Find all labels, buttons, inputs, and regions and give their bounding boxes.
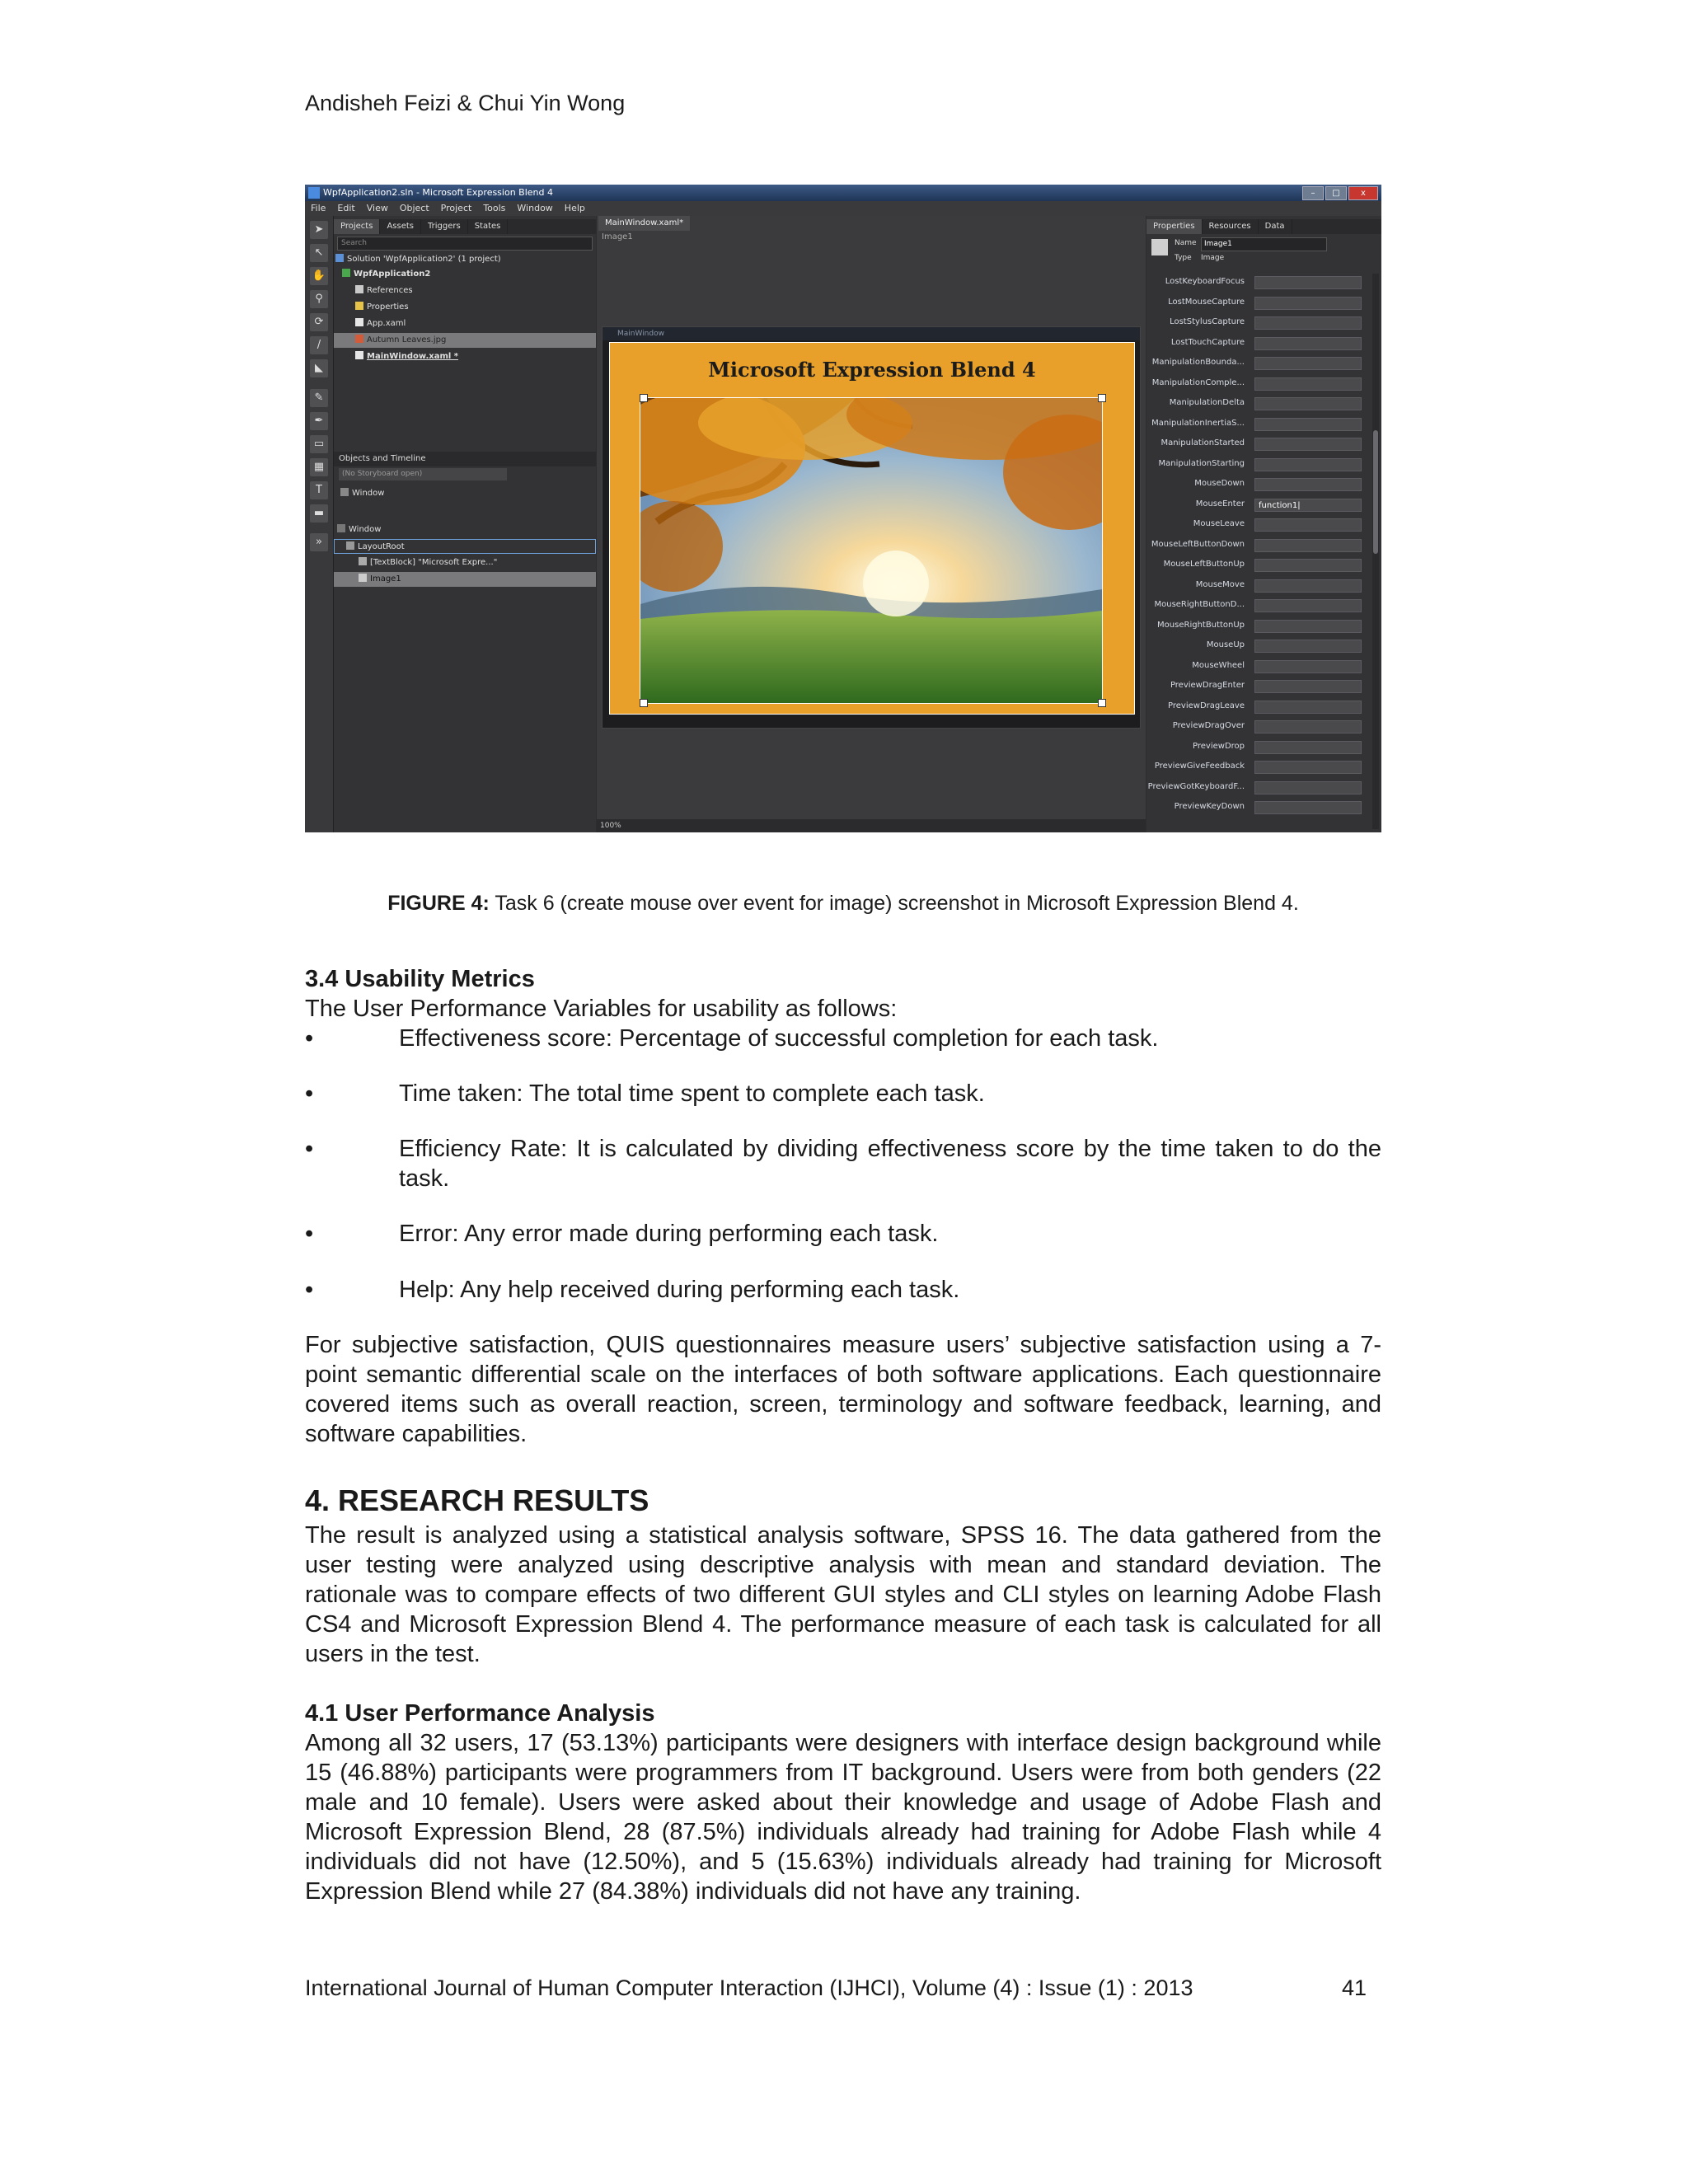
menu-help[interactable]: Help bbox=[564, 203, 585, 213]
event-name: ManipulationStarted bbox=[1160, 438, 1245, 448]
figure-label: FIGURE 4: bbox=[387, 892, 490, 915]
event-handler-input[interactable] bbox=[1254, 599, 1362, 612]
tree-item-mainwindow[interactable]: MainWindow.xaml * bbox=[334, 349, 596, 364]
running-head: Andisheh Feizi & Chui Yin Wong bbox=[305, 91, 626, 115]
event-row bbox=[1146, 677, 1368, 698]
event-row bbox=[1146, 476, 1368, 496]
solution-icon bbox=[335, 254, 344, 262]
bullet-dot: • bbox=[305, 1277, 314, 1303]
grid-tool-icon[interactable]: ▦ bbox=[310, 458, 328, 476]
wpf-heading[interactable]: Microsoft Expression Blend 4 bbox=[708, 358, 1036, 382]
pan-tool-icon[interactable]: ✋ bbox=[310, 267, 328, 285]
event-name: MouseLeftButtonUp bbox=[1163, 560, 1245, 569]
menu-project[interactable]: Project bbox=[440, 203, 472, 213]
event-handler-input[interactable] bbox=[1254, 438, 1362, 451]
properties-panel bbox=[1146, 216, 1381, 832]
bullet-text: Help: Any help received during performing each task. bbox=[399, 1277, 960, 1303]
event-row bbox=[1146, 335, 1368, 355]
textblock-object-icon bbox=[359, 557, 367, 565]
app-window-title: WpfApplication2.sln - Microsoft Expression Blend 4 bbox=[323, 187, 553, 198]
xaml-file-icon bbox=[355, 318, 363, 326]
right-tab-row bbox=[1146, 219, 1381, 234]
design-window-title: MainWindow bbox=[603, 327, 1140, 340]
event-row bbox=[1146, 435, 1368, 456]
menu-file[interactable]: File bbox=[311, 203, 326, 213]
event-handler-input[interactable] bbox=[1254, 680, 1362, 693]
tab-states[interactable]: States bbox=[468, 219, 509, 234]
event-handler-input[interactable]: function1| bbox=[1254, 499, 1362, 512]
section-3-4-intro: The User Performance Variables for usability as follows: bbox=[305, 996, 898, 1022]
camera-orbit-tool-icon[interactable]: ⟳ bbox=[310, 313, 328, 331]
left-tab-row bbox=[334, 219, 596, 234]
tools-strip bbox=[305, 216, 334, 832]
pen-tool-icon[interactable]: ✒ bbox=[310, 412, 328, 430]
close-icon[interactable]: x bbox=[1348, 186, 1378, 200]
bullet-dot: • bbox=[305, 1136, 314, 1162]
direct-select-tool-icon[interactable]: ↖ bbox=[310, 244, 328, 262]
textblock-tool-icon[interactable]: T bbox=[310, 481, 328, 499]
event-handler-input[interactable] bbox=[1254, 418, 1362, 431]
zoom-tool-icon[interactable]: ⚲ bbox=[310, 290, 328, 308]
section-4-1 bbox=[305, 1699, 1381, 1906]
bullet-text: Error: Any error made during performing each task. bbox=[399, 1221, 939, 1247]
event-row bbox=[1146, 738, 1368, 759]
event-handler-input[interactable] bbox=[1254, 478, 1362, 491]
user-performance-paragraph: Among all 32 users, 17 (53.13%) participants were designers with interface design background while 15 (46.88%) participants were programmers from IT background. Users were from both genders (22 male and 10 female). Users were asked about their knowledge and usage of Adobe Flash and Microsoft Expression Blend, 28 (87.5%) individuals already had training for Adobe Flash while 4 individuals did not have (12.50%), and 5 (15.63%) individuals already had training for Microsoft Expression Blend while 27 (84.38%) individuals did not have any training. bbox=[305, 1730, 1381, 1905]
resize-handle-bl[interactable] bbox=[640, 699, 648, 707]
event-row bbox=[1146, 577, 1368, 598]
event-row bbox=[1146, 456, 1368, 476]
menu-tools[interactable]: Tools bbox=[483, 203, 506, 213]
event-row bbox=[1146, 274, 1368, 294]
event-row bbox=[1146, 698, 1368, 719]
menu-view[interactable]: View bbox=[366, 203, 388, 213]
page-number: 41 bbox=[1342, 1975, 1367, 2000]
project-icon bbox=[342, 269, 350, 277]
event-handler-input[interactable] bbox=[1254, 720, 1362, 733]
event-name: PreviewDragEnter bbox=[1170, 681, 1245, 690]
eyedropper-tool-icon[interactable]: / bbox=[310, 336, 328, 354]
projects-panel bbox=[334, 216, 596, 832]
tree-item-properties[interactable]: Properties bbox=[334, 300, 596, 315]
event-handler-input[interactable] bbox=[1254, 337, 1362, 350]
event-handler-input[interactable] bbox=[1254, 377, 1362, 391]
breadcrumb: Image1 bbox=[602, 232, 633, 241]
event-handler-input[interactable] bbox=[1254, 559, 1362, 572]
results-paragraph: The result is analyzed using a statistical analysis software, SPSS 16. The data gathered from the user testing were analyzed using descriptive analysis with mean and standard deviation. The rationale was to compare effects of two different GUI styles and CLI styles on learning Adobe Flash CS4 and Microsoft Expression Blend 4. The performance measure of each task is calculated for all users in the test. bbox=[305, 1522, 1381, 1667]
menu-window[interactable]: Window bbox=[517, 203, 553, 213]
properties-scrollbar[interactable] bbox=[1372, 274, 1379, 829]
event-name: MouseLeftButtonDown bbox=[1151, 539, 1245, 549]
event-name: ManipulationComple... bbox=[1151, 377, 1245, 387]
layout-root-panel[interactable] bbox=[609, 342, 1135, 715]
event-row bbox=[1146, 516, 1368, 537]
event-name: PreviewGiveFeedback bbox=[1154, 762, 1245, 771]
document-tab[interactable]: MainWindow.xaml* bbox=[598, 216, 690, 231]
control-tool-icon[interactable]: ▬ bbox=[310, 504, 328, 523]
selection-tool-icon[interactable]: ➤ bbox=[310, 221, 328, 239]
event-name: MouseEnter bbox=[1195, 499, 1245, 509]
design-window bbox=[602, 326, 1141, 729]
image-file-icon bbox=[355, 335, 363, 343]
event-handler-input[interactable] bbox=[1254, 458, 1362, 471]
event-row bbox=[1146, 779, 1368, 799]
tree-item-app-xaml[interactable]: App.xaml bbox=[334, 316, 596, 331]
type-label: Type bbox=[1175, 254, 1192, 262]
event-handler-input[interactable] bbox=[1254, 761, 1362, 774]
event-name: PreviewKeyDown bbox=[1174, 802, 1245, 811]
resize-handle-br[interactable] bbox=[1098, 699, 1106, 707]
event-row bbox=[1146, 718, 1368, 738]
event-row bbox=[1146, 658, 1368, 678]
zoom-level[interactable]: 100% bbox=[600, 822, 621, 830]
storyboard-dropdown[interactable]: (No Storyboard open) bbox=[339, 468, 507, 480]
minimize-icon[interactable]: – bbox=[1302, 186, 1324, 200]
event-name: MouseWheel bbox=[1192, 660, 1245, 670]
event-name: PreviewDragLeave bbox=[1168, 701, 1245, 710]
tree-item-references[interactable]: References bbox=[334, 284, 596, 298]
event-row bbox=[1146, 799, 1368, 819]
tree-item-autumn-leaves[interactable]: Autumn Leaves.jpg bbox=[334, 333, 596, 348]
grid-object-icon bbox=[346, 541, 354, 550]
event-handler-input[interactable] bbox=[1254, 701, 1362, 714]
bullet-text: Effectiveness score: Percentage of successful completion for each task. bbox=[399, 1025, 1159, 1052]
app-menu-bar bbox=[305, 201, 1381, 216]
event-handler-input[interactable] bbox=[1254, 397, 1362, 410]
event-row bbox=[1146, 415, 1368, 436]
name-input[interactable]: Image1 bbox=[1201, 237, 1327, 251]
name-label: Name bbox=[1175, 239, 1197, 247]
scope-up-icon bbox=[340, 488, 349, 496]
object-textblock[interactable]: [TextBlock] "Microsoft Expre..." bbox=[334, 555, 596, 570]
event-handler-input[interactable] bbox=[1254, 579, 1362, 593]
autumn-tree-illustration bbox=[640, 398, 1102, 703]
event-name: PreviewDragOver bbox=[1172, 721, 1245, 730]
event-handler-input[interactable] bbox=[1254, 660, 1362, 673]
event-row bbox=[1146, 496, 1368, 517]
event-row bbox=[1146, 395, 1368, 415]
event-handler-input[interactable] bbox=[1254, 781, 1362, 794]
artboard bbox=[597, 216, 1146, 832]
tree-item-solution[interactable]: Solution 'WpfApplication2' (1 project) bbox=[334, 252, 596, 267]
object-window[interactable]: Window bbox=[334, 523, 596, 537]
bullet-dot: • bbox=[305, 1221, 314, 1247]
window-object-icon bbox=[337, 524, 345, 532]
tab-properties[interactable]: Properties bbox=[1146, 219, 1203, 234]
section-3-4 bbox=[305, 964, 1381, 1024]
event-handler-input[interactable] bbox=[1254, 316, 1362, 330]
scope-window[interactable]: Window bbox=[334, 486, 596, 501]
event-row bbox=[1146, 758, 1368, 779]
event-name: MouseRightButtonD... bbox=[1154, 600, 1245, 609]
event-name: PreviewDrop bbox=[1193, 741, 1245, 751]
references-icon bbox=[355, 285, 363, 293]
event-row bbox=[1146, 637, 1368, 658]
event-row bbox=[1146, 537, 1368, 557]
event-handler-input[interactable] bbox=[1254, 801, 1362, 814]
bullet-text: Efficiency Rate: It is calculated by dividing effectiveness score by the time taken to do the task. bbox=[399, 1136, 1381, 1192]
event-name: ManipulationInertiaS... bbox=[1151, 418, 1245, 428]
event-name: PreviewGotKeyboardF... bbox=[1147, 781, 1245, 791]
object-layoutroot[interactable]: LayoutRoot bbox=[334, 539, 596, 554]
event-name: ManipulationBounda... bbox=[1151, 358, 1245, 367]
brush-tool-icon[interactable]: ✎ bbox=[310, 389, 328, 407]
objects-timeline-header: Objects and Timeline bbox=[334, 452, 596, 466]
paint-bucket-tool-icon[interactable]: ◣ bbox=[310, 359, 328, 377]
menu-edit[interactable]: Edit bbox=[337, 203, 355, 213]
event-name: MouseMove bbox=[1195, 579, 1245, 589]
event-row bbox=[1146, 375, 1368, 396]
event-name: LostStylusCapture bbox=[1170, 317, 1245, 326]
menu-object[interactable]: Object bbox=[399, 203, 429, 213]
event-handler-input[interactable] bbox=[1254, 539, 1362, 552]
event-handler-input[interactable] bbox=[1254, 640, 1362, 653]
type-value: Image bbox=[1201, 254, 1225, 262]
event-name: LostKeyboardFocus bbox=[1165, 277, 1245, 286]
xaml-file-icon bbox=[355, 351, 363, 359]
event-name: MouseUp bbox=[1206, 640, 1245, 649]
section-heading-4: 4. RESEARCH RESULTS bbox=[305, 1483, 649, 1517]
event-name: LostMouseCapture bbox=[1168, 297, 1245, 307]
rectangle-tool-icon[interactable]: ▭ bbox=[310, 435, 328, 453]
artboard-zoom-bar bbox=[597, 819, 1146, 832]
tab-assets[interactable]: Assets bbox=[380, 219, 421, 234]
section-heading-3-4: 3.4 Usability Metrics bbox=[305, 966, 535, 992]
bullet-dot: • bbox=[305, 1080, 314, 1107]
autumn-leaves-image[interactable] bbox=[640, 397, 1103, 704]
event-row bbox=[1146, 294, 1368, 315]
object-image1[interactable]: Image1 bbox=[334, 572, 596, 587]
tab-triggers[interactable]: Triggers bbox=[421, 219, 468, 234]
event-name: MouseLeave bbox=[1193, 519, 1245, 528]
tab-data[interactable]: Data bbox=[1259, 219, 1292, 234]
event-row bbox=[1146, 597, 1368, 617]
tree-item-project[interactable]: WpfApplication2 bbox=[334, 267, 596, 282]
satisfaction-paragraph: For subjective satisfaction, QUIS questionnaires measure users’ subjective satisfaction using a 7-point semantic differential scale on the interfaces of both software applications. Each questionnaire covered items such as overall reaction, screen, terminology and software feedback, learning, and software capabilities. bbox=[305, 1332, 1381, 1447]
event-row bbox=[1146, 617, 1368, 638]
expression-blend-screenshot bbox=[305, 185, 1381, 832]
event-name: MouseRightButtonUp bbox=[1157, 620, 1245, 630]
event-handler-input[interactable] bbox=[1254, 276, 1362, 289]
tab-resources[interactable]: Resources bbox=[1203, 219, 1259, 234]
figure-caption bbox=[305, 892, 1381, 916]
event-handler-input[interactable] bbox=[1254, 741, 1362, 754]
bullet-dot: • bbox=[305, 1025, 314, 1052]
event-row bbox=[1146, 354, 1368, 375]
image-thumbnail-icon bbox=[1151, 239, 1168, 255]
figure-caption-text: Task 6 (create mouse over event for image) screenshot in Microsoft Expression Blend 4. bbox=[489, 892, 1299, 915]
resize-handle-tl[interactable] bbox=[640, 394, 648, 402]
event-row bbox=[1146, 314, 1368, 335]
bullet-text: Time taken: The total time spent to complete each task. bbox=[399, 1080, 985, 1107]
image-object-icon bbox=[359, 574, 367, 582]
scrollbar-thumb[interactable] bbox=[1373, 430, 1378, 554]
project-search-input[interactable]: Search bbox=[337, 237, 593, 251]
event-name: ManipulationStarting bbox=[1158, 458, 1245, 468]
event-handler-input[interactable] bbox=[1254, 297, 1362, 310]
tab-projects[interactable]: Projects bbox=[334, 219, 380, 234]
section-heading-4-1: 4.1 User Performance Analysis bbox=[305, 1700, 655, 1727]
event-name: MouseDown bbox=[1194, 479, 1245, 488]
event-name: LostTouchCapture bbox=[1170, 337, 1245, 347]
event-handler-input[interactable] bbox=[1254, 518, 1362, 532]
blend-app-icon bbox=[308, 187, 320, 199]
maximize-icon[interactable]: □ bbox=[1325, 186, 1347, 200]
event-handler-input[interactable] bbox=[1254, 620, 1362, 633]
event-name: ManipulationDelta bbox=[1169, 398, 1245, 407]
resize-handle-tr[interactable] bbox=[1098, 394, 1106, 402]
event-handler-input[interactable] bbox=[1254, 357, 1362, 370]
journal-footer: International Journal of Human Computer Interaction (IJHCI), Volume (4) : Issue (1) : 2013 bbox=[305, 1975, 1193, 2000]
app-title-bar bbox=[305, 185, 1381, 201]
event-row bbox=[1146, 556, 1368, 577]
folder-icon bbox=[355, 302, 363, 310]
more-tools-icon[interactable]: » bbox=[310, 533, 328, 551]
